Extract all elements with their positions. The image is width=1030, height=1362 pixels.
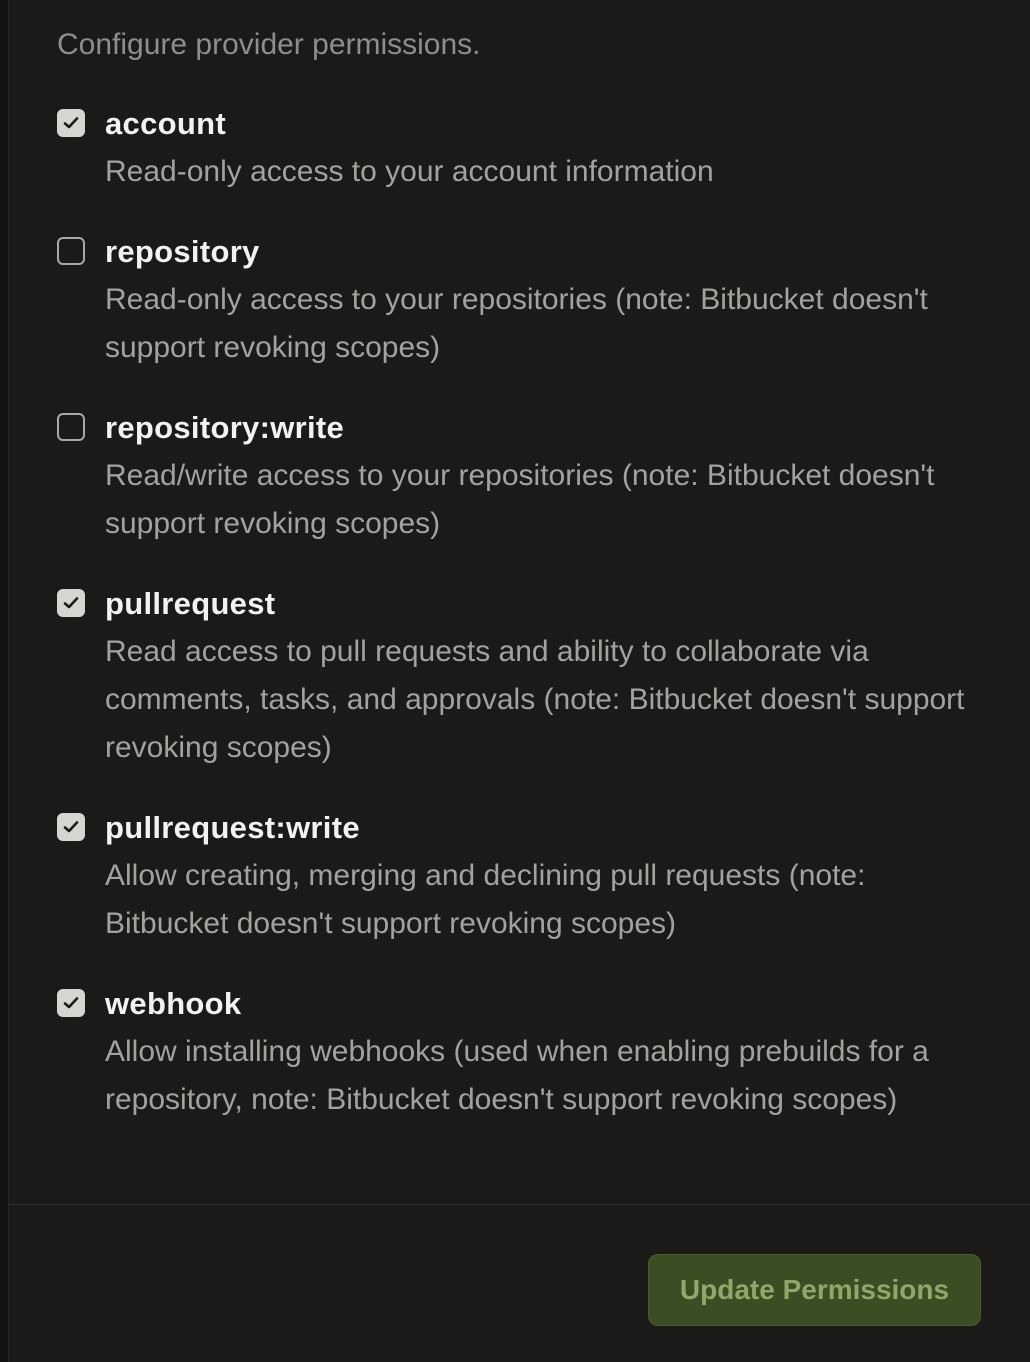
permission-item-repository [57,228,987,372]
permission-name: pullrequest:write [105,810,360,845]
permission-description: Read access to pull requests and ability to collaborate via comments, tasks, and approvals (note: Bitbucket doesn't support revoking scopes) [105,635,965,764]
backdrop-behind-modal [0,0,8,1362]
permission-description: Allow installing webhooks (used when enabling prebuilds for a repository, note: Bitbucket doesn't support revoking scopes) [105,1035,929,1116]
checkmark-icon [62,594,80,612]
permission-checkbox-webhook[interactable] [57,989,85,1017]
permission-checkbox-repository-write[interactable] [57,413,85,441]
permission-checkbox-repository[interactable] [57,237,85,265]
permission-name: repository:write [105,410,345,445]
permission-checkbox-account[interactable] [57,109,85,137]
permissions-modal [8,0,1030,1362]
checkmark-icon [62,994,80,1012]
footer-divider [8,1204,1030,1205]
permission-description: Read/write access to your repositories (note: Bitbucket doesn't support revoking scopes) [105,459,935,540]
checkmark-icon [62,818,80,836]
permission-item-pullrequest [57,580,987,772]
update-permissions-button[interactable]: Update Permissions [648,1254,981,1326]
permission-description: Allow creating, merging and declining pull requests (note: Bitbucket doesn't support revoking scopes) [105,859,866,940]
permission-checkbox-pullrequest[interactable] [57,589,85,617]
permission-item-repository-write [57,404,987,548]
checkmark-icon [62,114,80,132]
permission-description: Read-only access to your repositories (note: Bitbucket doesn't support revoking scopes) [105,283,928,364]
permission-item-webhook [57,980,987,1124]
permission-item-pullrequest-write [57,804,987,948]
permission-list [57,100,987,1156]
permission-description: Read-only access to your account information [105,155,714,188]
permission-name: pullrequest [105,586,276,621]
permission-name: account [105,106,226,141]
permission-checkbox-pullrequest-write[interactable] [57,813,85,841]
modal-subtitle: Configure provider permissions. [57,28,481,61]
permission-name: webhook [105,986,242,1021]
permission-item-account [57,100,987,196]
permission-name: repository [105,234,260,269]
